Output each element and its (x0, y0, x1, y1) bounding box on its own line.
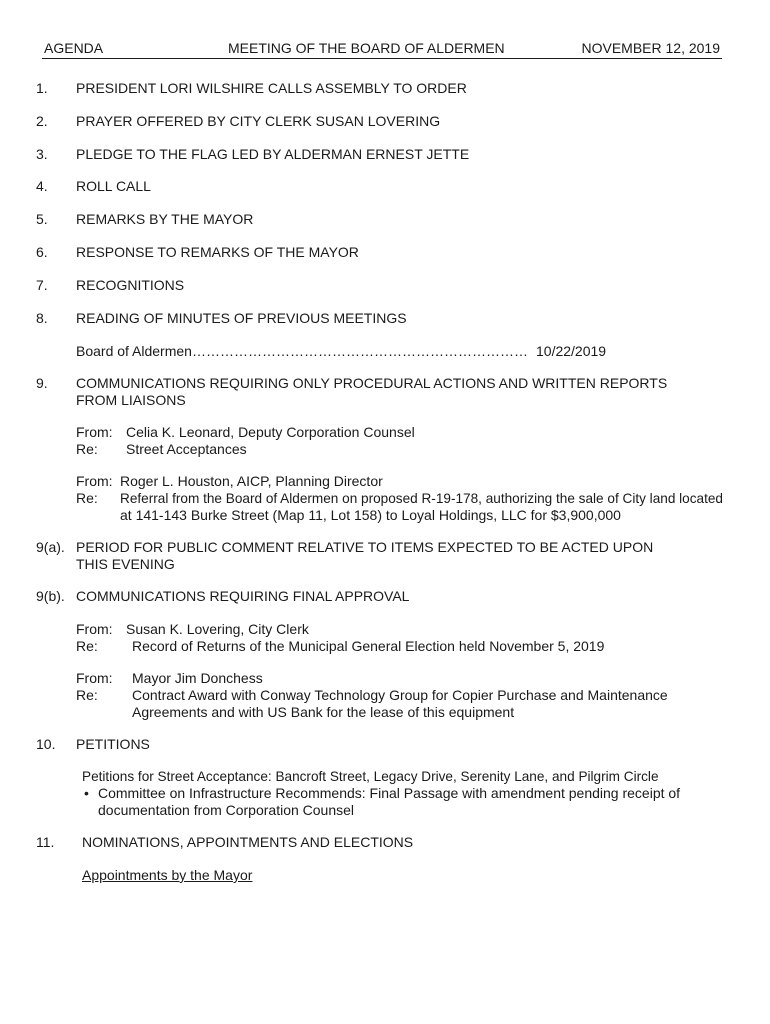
comm-re-label: Re: (76, 687, 98, 703)
petitions-bullet-line1: Committee on Infrastructure Recommends: Final Passage with amendment pending receipt of (98, 785, 681, 801)
petitions-bullet-line2: documentation from Corporation Counsel (98, 802, 355, 818)
item-number: 9(b). (36, 588, 65, 604)
item-text-line1: COMMUNICATIONS REQUIRING ONLY PROCEDURAL ACTIONS AND WRITTEN REPORTS (76, 375, 668, 391)
item-text: PRESIDENT LORI WILSHIRE CALLS ASSEMBLY TO ORDER (76, 80, 467, 96)
comm-re-value-line2: Agreements and with US Bank for the lease of this equipment (132, 704, 515, 720)
item-text: PETITIONS (76, 736, 150, 752)
appointments-by-mayor-heading: Appointments by the Mayor (82, 867, 253, 883)
comm-re-value-line1: Referral from the Board of Aldermen on proposed R-19-178, authorizing the sale of City land located (120, 491, 723, 506)
item-number: 9. (36, 375, 48, 391)
item-text: REMARKS BY THE MAYOR (76, 211, 254, 227)
item-number: 3. (36, 146, 48, 162)
comm-from-value: Susan K. Lovering, City Clerk (126, 621, 309, 637)
item-number: 9(a). (36, 539, 65, 555)
item-number: 6. (36, 244, 48, 260)
item-text: RESPONSE TO REMARKS OF THE MAYOR (76, 244, 359, 260)
item-text-line2: FROM LIAISONS (76, 392, 186, 408)
item-text: READING OF MINUTES OF PREVIOUS MEETINGS (76, 310, 407, 326)
comm-re-label: Re: (76, 441, 98, 457)
agenda-header (42, 38, 722, 59)
comm-from-value: Celia K. Leonard, Deputy Corporation Counsel (126, 424, 415, 440)
minutes-leader: ……………………………………………………………… (191, 343, 528, 359)
comm-re-value: Street Acceptances (126, 441, 247, 457)
comm-from-label: From: (76, 473, 113, 489)
comm-re-value-line2: at 141-143 Burke Street (Map 11, Lot 158) to Loyal Holdings, LLC for $3,900,000 (120, 507, 621, 523)
comm-re-label: Re: (76, 638, 98, 654)
item-text-line2: THIS EVENING (76, 556, 175, 572)
comm-from-value: Mayor Jim Donchess (132, 670, 263, 686)
item-text: PLEDGE TO THE FLAG LED BY ALDERMAN ERNEST JETTE (76, 146, 470, 162)
item-text-line1: PERIOD FOR PUBLIC COMMENT RELATIVE TO ITEMS EXPECTED TO BE ACTED UPON (76, 539, 654, 555)
minutes-board-of-aldermen (76, 343, 528, 360)
comm-re-value-line1: Contract Award with Conway Technology Group for Copier Purchase and Maintenance (132, 687, 668, 703)
item-number: 2. (36, 113, 48, 129)
petitions-street-acceptance: Petitions for Street Acceptance: Bancroft Street, Legacy Drive, Serenity Lane, and Pilgrim Circle (82, 769, 659, 784)
comm-from-value: Roger L. Houston, AICP, Planning Director (120, 473, 383, 489)
comm-re-value: Record of Returns of the Municipal General Election held November 5, 2019 (132, 638, 605, 654)
item-text: PRAYER OFFERED BY CITY CLERK SUSAN LOVERING (76, 113, 441, 129)
header-meeting-title: MEETING OF THE BOARD OF ALDERMEN (228, 40, 505, 56)
comm-re-label: Re: (76, 490, 98, 506)
header-agenda-label: AGENDA (44, 40, 104, 56)
comm-from-label: From: (76, 670, 113, 686)
header-meeting-date: NOVEMBER 12, 2019 (581, 40, 720, 56)
minutes-label: Board of Aldermen (76, 343, 192, 359)
item-text: ROLL CALL (76, 178, 151, 194)
bullet-icon: • (84, 785, 89, 801)
item-number: 5. (36, 211, 48, 227)
item-text: NOMINATIONS, APPOINTMENTS AND ELECTIONS (82, 834, 414, 850)
item-text: RECOGNITIONS (76, 277, 185, 293)
item-number: 10. (36, 736, 56, 752)
item-number: 7. (36, 277, 48, 293)
item-number: 8. (36, 310, 48, 326)
comm-from-label: From: (76, 424, 113, 440)
comm-from-label: From: (76, 621, 113, 637)
item-number: 1. (36, 80, 48, 96)
item-number: 4. (36, 178, 48, 194)
item-text: COMMUNICATIONS REQUIRING FINAL APPROVAL (76, 588, 410, 604)
item-number: 11. (36, 834, 55, 850)
minutes-date: 10/22/2019 (536, 343, 607, 359)
